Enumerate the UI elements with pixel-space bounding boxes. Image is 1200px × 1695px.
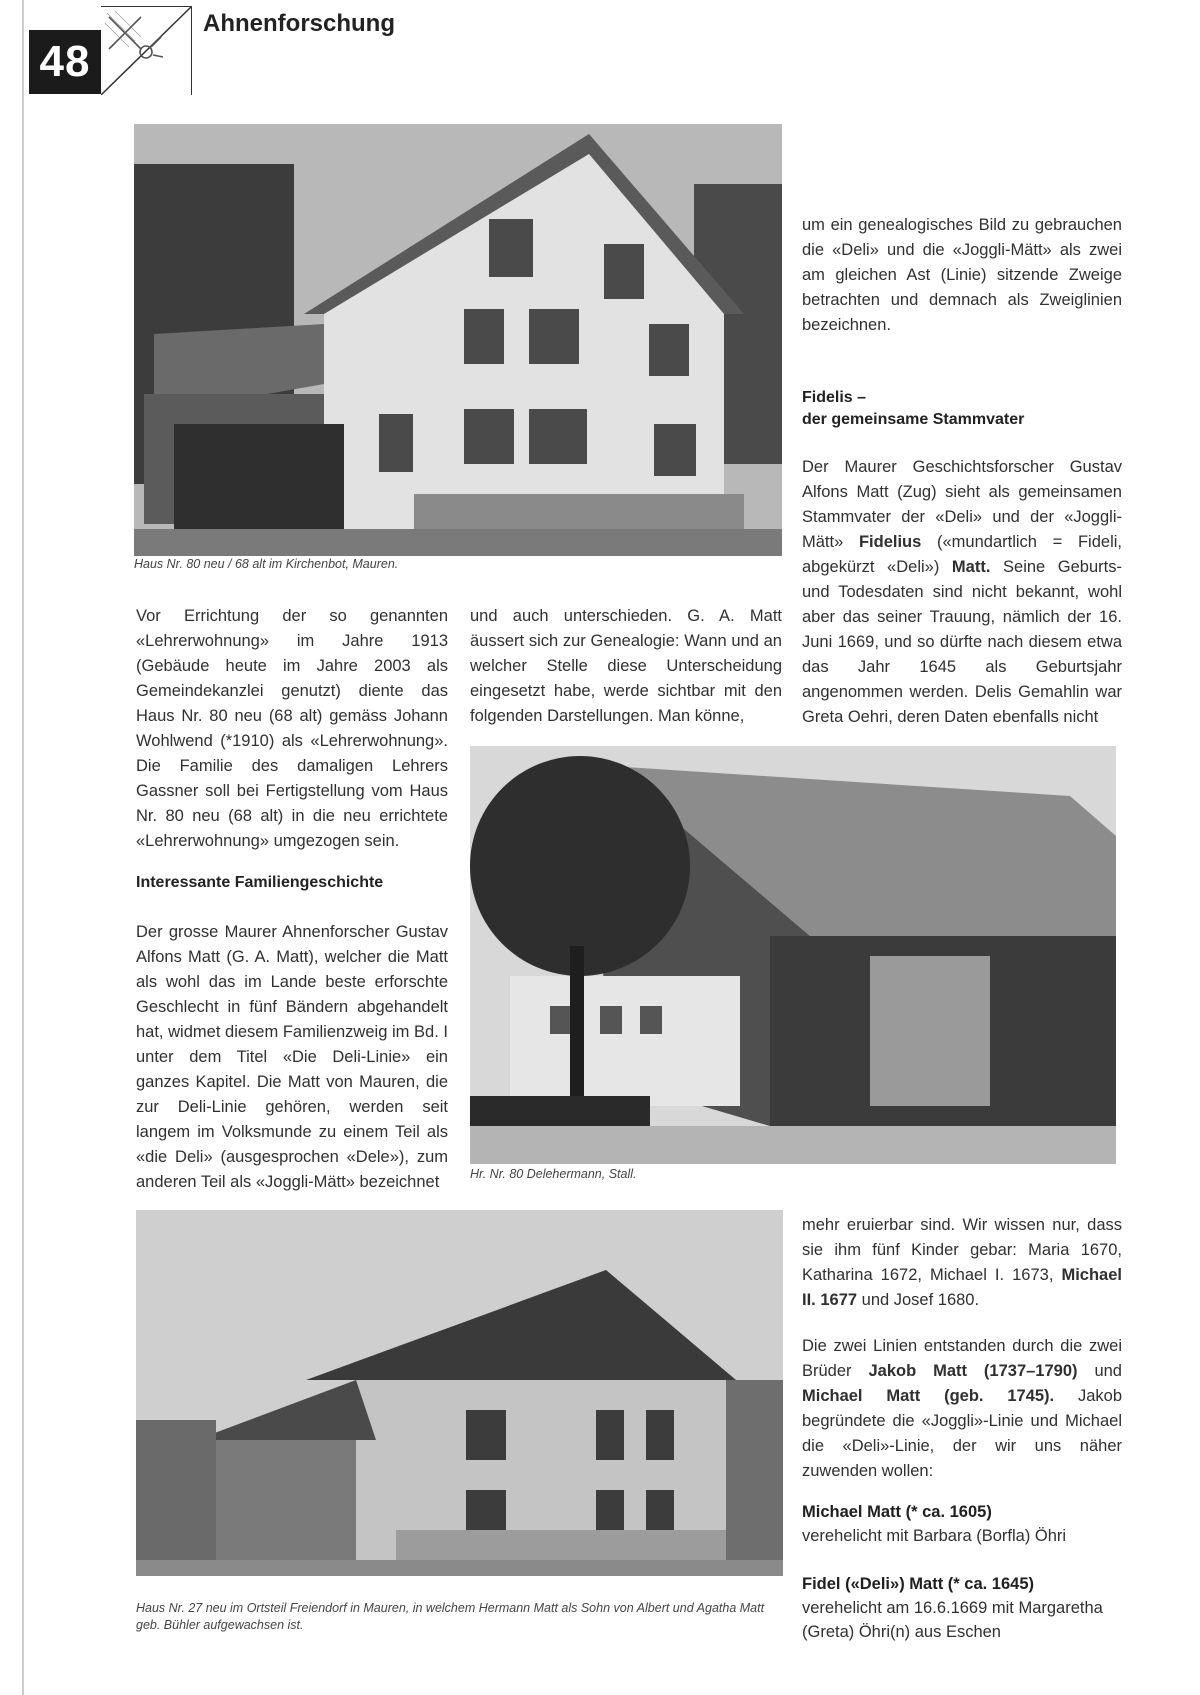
text-run: («mundartlich = Fideli, abgekürzt «Deli»): [802, 533, 1122, 576]
page-number: 48: [29, 30, 101, 94]
paragraph-text: [802, 1334, 1122, 1484]
bold-name: Matt.: [951, 558, 991, 576]
genealogy-entry: [802, 1500, 1122, 1548]
paragraph-text: [802, 1213, 1122, 1313]
photo-caption: Hr. Nr. 80 Delehermann, Stall.: [470, 1167, 637, 1181]
bold-name: Jakob Matt (1737–1790): [868, 1362, 1078, 1380]
paragraph-text: Vor Errichtung der so genannten «Lehrerwohnung» im Jahre 1913 (Gebäude heute im Jahre 2003 als Gemeindekanzlei genutzt) diente das Haus Nr. 80 neu (68 alt) gemäss Johann Wohlwend (*1910) als «Lehrerwohnung». Die Familie des damaligen Lehrers Gassner soll bei Fertigstellung vom Haus Nr. 80 neu (68 alt) in die neu errichtete «Lehrerwohnung» umgezogen sein.: [136, 607, 448, 850]
photo-caption: Haus Nr. 27 neu im Ortsteil Freiendorf in Mauren, in welchem Hermann Matt als Sohn von Albert und Agatha Matt geb. Bühler aufgewachsen ist.: [136, 1601, 765, 1632]
paragraph-intro-right: [802, 213, 1122, 338]
paragraph-two-lines: [802, 1334, 1122, 1484]
paragraph-lehrerwohnung: [136, 604, 448, 854]
paragraph-text: und auch unterschieden. G. A. Matt äussert sich zur Genealogie: Wann und an welcher Stelle diese Unterscheidung eingesetzt habe, werde sichtbar mit den folgenden Darstellungen. Man könne,: [470, 607, 782, 725]
genealogy-detail: verehelicht mit Barbara (Borfla) Öhri: [802, 1527, 1067, 1545]
paragraph-text: [802, 455, 1122, 730]
text-run: Jakob begründete die «Joggli»-Linie und Michael die «Deli»-Linie, der wir uns näher zuwenden wollen:: [802, 1387, 1122, 1480]
subheading-line: Fidelis –: [802, 389, 867, 406]
genealogy-detail: verehelicht am 16.6.1669 mit Margaretha (Greta) Öhri(n) aus Eschen: [802, 1599, 1103, 1641]
paragraph-text: Der grosse Maurer Ahnenforscher Gustav Alfons Matt (G. A. Matt), welcher die Matt als wohl das im Lande beste erforschte Geschlecht in fünf Bändern abgehandelt hat, widmet diesem Familienzweig im Bd. I unter dem Titel «Die Deli-Linie» ein ganzes Kapitel. Die Matt von Mauren, die zur Deli-Linie gehören, werden seit langem im Volksmunde zu einem Teil als «die Deli» (ausgesprochen «Dele»), zum anderen Teil als «Joggli-Mätt» bezeichnet: [136, 923, 448, 1191]
subheading-fidelis: [802, 387, 1122, 431]
genealogy-entry: [802, 1572, 1122, 1644]
subheading-line: der gemeinsame Stammvater: [802, 411, 1025, 428]
text-run: mehr eruierbar sind. Wir wissen nur, dass sie ihm fünf Kinder gebar: Maria 1670, Katharina 1672, Michael I. 1673,: [802, 1216, 1122, 1284]
text-run: Seine Geburts- und Todesdaten sind nicht bekannt, wohl aber das seiner Trauung, nämlich der 16. Juni 1669, und so dürfte nach diesem etwa das Jahr 1645 als Geburtsjahr angenommen werden. Delis Gemahlin war Greta Oehri, deren Daten ebenfalls nicht: [802, 558, 1122, 726]
paragraph-children: [802, 1213, 1122, 1313]
bold-name: Michael Matt (geb. 1745).: [802, 1387, 1055, 1405]
photo-stall: [470, 746, 1116, 1164]
section-title: Ahnenforschung: [203, 10, 395, 37]
photo-caption: Haus Nr. 80 neu / 68 alt im Kirchenbot, Mauren.: [134, 557, 399, 571]
text-run: Die zwei Linien entstanden durch die zwei Brüder: [802, 1337, 1122, 1380]
paragraph-text: um ein genealogisches Bild zu gebrauchen die «Deli» und die «Joggli-Mätt» als zwei am gleichen Ast (Linie) sitzende Zweige betrachten und demnach als Zweiglinien bezeichnen.: [802, 216, 1122, 334]
text-run: und: [1094, 1362, 1122, 1380]
bold-name: Michael II. 1677: [802, 1266, 1122, 1309]
text-run: und Josef 1680.: [861, 1291, 980, 1309]
photo-house-27: [136, 1210, 783, 1576]
text-run: Der Maurer Geschichtsforscher Gustav Alfons Matt (Zug) sieht als gemeinsamen Stammvater der «Deli» und der «Joggli-Mätt»: [802, 458, 1122, 551]
page-edge-rule: [22, 0, 24, 1695]
paragraph-fidelis: [802, 455, 1122, 730]
genealogy-name: Michael Matt (* ca. 1605): [802, 1503, 992, 1521]
bold-name: Fidelius: [858, 533, 922, 551]
genealogy-name: Fidel («Deli») Matt (* ca. 1645): [802, 1575, 1034, 1593]
subheading-family-history: Interessante Familiengeschichte: [136, 874, 384, 891]
photo-house-80: [134, 124, 782, 556]
paragraph-family-history: [136, 920, 448, 1195]
paragraph-genealogie: [470, 604, 782, 729]
coat-of-arms-icon: [101, 6, 192, 95]
